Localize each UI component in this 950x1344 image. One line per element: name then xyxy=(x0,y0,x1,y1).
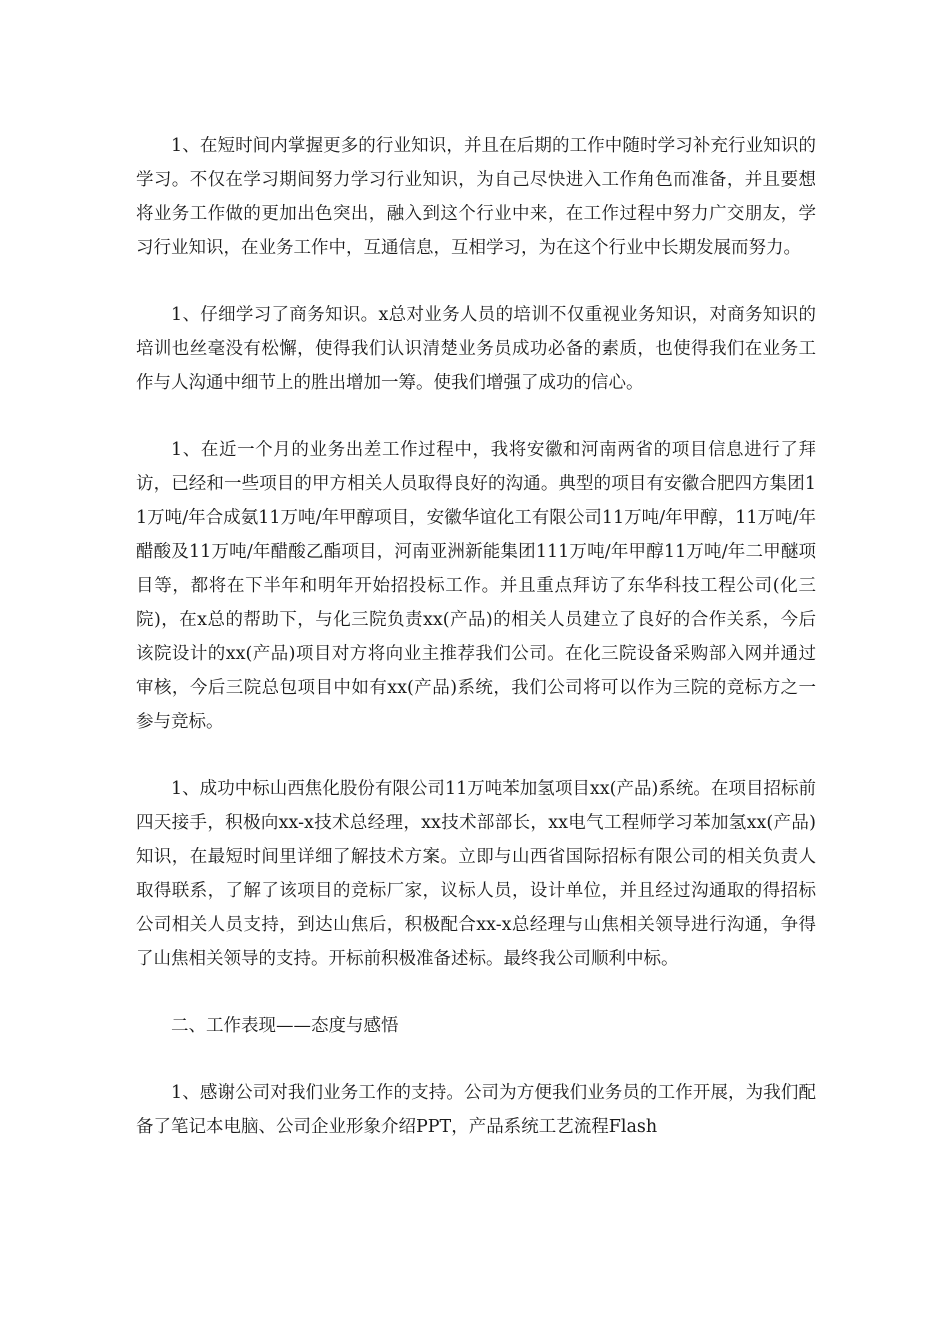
paragraph-industry-knowledge: 1、在短时间内掌握更多的行业知识，并且在后期的工作中随时学习补充行业知识的学习。不仅在学习期间努力学习行业知识，为自己尽快进入工作角色而准备，并且要想将业务工作做的更加出色突出，融入到这个行业中来，在工作过程中努力广交朋友，学习行业知识，在业务工作中，互通信息，互相学习，为在这个行业中长期发展而努力。 xyxy=(136,136,816,258)
paragraph-company-support: 1、感谢公司对我们业务工作的支持。公司为方便我们业务员的工作开展，为我们配备了笔记本电脑、公司企业形象介绍PPT，产品系统工艺流程Flash xyxy=(136,1083,816,1137)
paragraph-winning-bid: 1、成功中标山西焦化股份有限公司11万吨苯加氢项目xx(产品)系统。在项目招标前四天接手，积极向xx-x技术总经理，xx技术部部长，xx电气工程师学习苯加氢xx(产品)知识，在最短时间里详细了解技术方案。立即与山西省国际招标有限公司的相关负责人取得联系，了解了该项目的竞标厂家，议标人员，设计单位，并且经过沟通取的得招标公司相关人员支持，到达山焦后，积极配合xx-x总经理与山焦相关领导进行沟通，争得了山焦相关领导的支持。开标前积极准备述标。最终我公司顺利中标。 xyxy=(136,779,816,969)
paragraph-business-knowledge: 1、仔细学习了商务知识。x总对业务人员的培训不仅重视业务知识，对商务知识的培训也丝毫没有松懈，使得我们认识清楚业务员成功必备的素质，也使得我们在业务工作与人沟通中细节上的胜出增加一筹。使我们增强了成功的信心。 xyxy=(136,305,816,393)
document-body xyxy=(136,129,816,1177)
paragraph-business-trip: 1、在近一个月的业务出差工作过程中，我将安徽和河南两省的项目信息进行了拜访，已经和一些项目的甲方相关人员取得良好的沟通。典型的项目有安徽合肥四方集团11万吨/年合成氨11万吨/年甲醇项目，安徽华谊化工有限公司11万吨/年甲醇，11万吨/年醋酸及11万吨/年醋酸乙酯项目，河南亚洲新能集团111万吨/年甲醇11万吨/年二甲醚项目等，都将在下半年和明年开始招投标工作。并且重点拜访了东华科技工程公司(化三院)，在x总的帮助下，与化三院负责xx(产品)的相关人员建立了良好的合作关系，今后该院设计的xx(产品)项目对方将向业主推荐我们公司。在化三院设备采购部入网并通过审核，今后三院总包项目中如有xx(产品)系统，我们公司将可以作为三院的竞标方之一参与竞标。 xyxy=(136,440,816,732)
section-heading: 二、工作表现——态度与感悟 xyxy=(171,1016,399,1036)
